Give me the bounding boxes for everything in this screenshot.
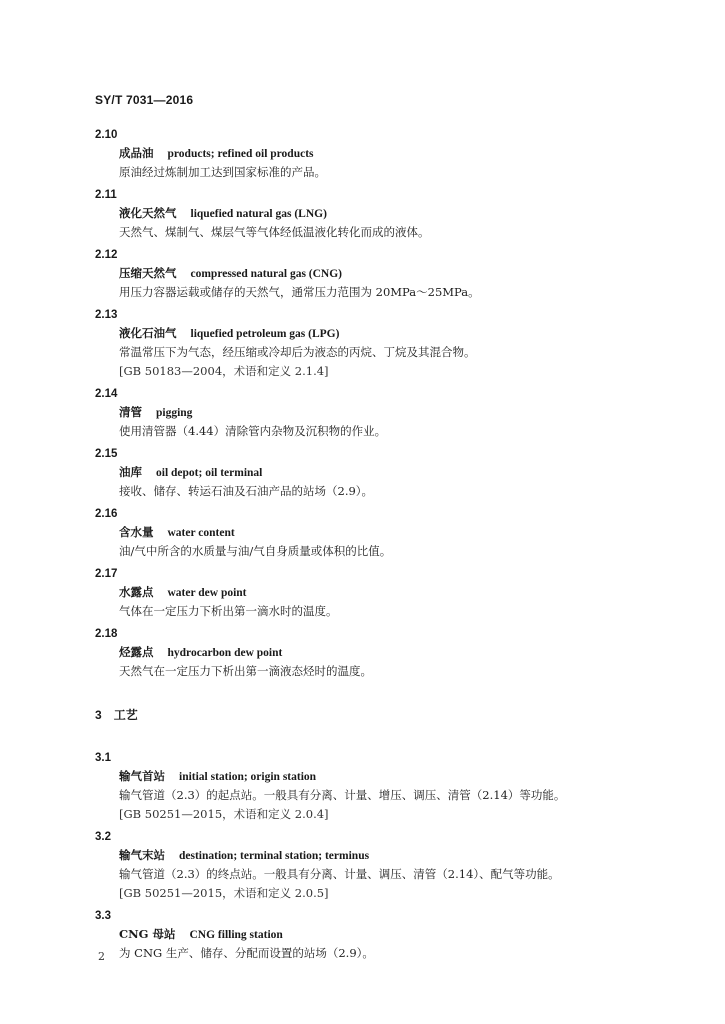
term-heading bbox=[95, 767, 635, 786]
term-en: initial station; origin station bbox=[179, 771, 317, 783]
entry-number: 2.10 bbox=[95, 129, 118, 141]
term-heading bbox=[95, 925, 635, 944]
term-source: [GB 50183—2004，术语和定义 2.1.4] bbox=[119, 364, 329, 378]
term-source: [GB 50251—2015，术语和定义 2.0.4] bbox=[119, 807, 329, 821]
entry-number: 2.12 bbox=[95, 249, 118, 261]
entry-number: 3.2 bbox=[95, 831, 111, 843]
term-en: water content bbox=[167, 527, 235, 539]
section-name: 工艺 bbox=[113, 708, 138, 722]
term-entry-2-12 bbox=[95, 246, 635, 302]
term-cn: 成品油 bbox=[119, 146, 154, 160]
term-definition: 输气管道（2.3）的起点站。一般具有分离、计量、增压、调压、清管（2.14）等功能。 bbox=[119, 788, 566, 802]
term-en: hydrocarbon dew point bbox=[167, 647, 283, 659]
term-heading bbox=[95, 403, 635, 422]
term-heading bbox=[95, 643, 635, 662]
term-definition: 用压力容器运载或储存的天然气，通常压力范围为 20MPa～25MPa。 bbox=[119, 285, 480, 299]
term-heading bbox=[95, 204, 635, 223]
term-heading bbox=[95, 583, 635, 602]
term-en: destination; terminal station; terminus bbox=[179, 850, 370, 862]
term-heading bbox=[95, 144, 635, 163]
term-definition: 油/气中所含的水质量与油/气自身质量或体积的比值。 bbox=[119, 544, 392, 558]
term-en: compressed natural gas (CNG) bbox=[190, 268, 343, 280]
term-en: liquefied petroleum gas (LPG) bbox=[190, 328, 340, 340]
term-en: CNG filling station bbox=[189, 929, 283, 941]
entry-number: 2.18 bbox=[95, 628, 118, 640]
term-cn: 液化石油气 bbox=[119, 326, 177, 340]
term-cn: 清管 bbox=[119, 405, 142, 419]
term-en: liquefied natural gas (LNG) bbox=[190, 208, 327, 220]
term-entry-2-14 bbox=[95, 385, 635, 441]
term-en: pigging bbox=[156, 407, 193, 419]
term-entry-3-2 bbox=[95, 828, 635, 903]
term-source: [GB 50251—2015，术语和定义 2.0.5] bbox=[119, 886, 329, 900]
term-definition: 天然气在一定压力下析出第一滴液态烃时的温度。 bbox=[119, 664, 372, 678]
term-cn: 油库 bbox=[119, 465, 142, 479]
entry-number: 2.11 bbox=[95, 189, 117, 201]
section-title bbox=[95, 705, 635, 725]
term-heading bbox=[95, 523, 635, 542]
term-definition: 使用清管器（4.44）清除管内杂物及沉积物的作业。 bbox=[119, 424, 387, 438]
term-entry-2-17 bbox=[95, 565, 635, 621]
entry-number: 2.15 bbox=[95, 448, 118, 460]
term-cn: 液化天然气 bbox=[119, 206, 177, 220]
document-code: SY/T 7031—2016 bbox=[95, 93, 194, 107]
term-en: water dew point bbox=[167, 587, 247, 599]
term-heading bbox=[95, 463, 635, 482]
term-definition: 接收、储存、转运石油及石油产品的站场（2.9）。 bbox=[119, 484, 374, 498]
term-entry-3-3 bbox=[95, 907, 635, 963]
term-entry-2-18 bbox=[95, 625, 635, 681]
entry-number: 2.14 bbox=[95, 388, 118, 400]
term-entry-2-11 bbox=[95, 186, 635, 242]
term-entry-2-13 bbox=[95, 306, 635, 381]
term-definition: 原油经过炼制加工达到国家标准的产品。 bbox=[119, 165, 326, 179]
entry-number: 3.3 bbox=[95, 910, 111, 922]
term-cn: 水露点 bbox=[119, 585, 154, 599]
term-entry-2-15 bbox=[95, 445, 635, 501]
term-cn: 烃露点 bbox=[119, 645, 154, 659]
term-en: oil depot; oil terminal bbox=[156, 467, 263, 479]
term-definition: 输气管道（2.3）的终点站。一般具有分离、计量、调压、清管（2.14）、配气等功能。 bbox=[119, 867, 560, 881]
term-heading bbox=[95, 324, 635, 343]
entry-number: 2.16 bbox=[95, 508, 118, 520]
term-entry-2-10 bbox=[95, 126, 635, 182]
section-number: 3 bbox=[95, 708, 102, 722]
term-entry-2-16 bbox=[95, 505, 635, 561]
term-cn: 输气末站 bbox=[119, 848, 165, 862]
term-heading bbox=[95, 846, 635, 865]
term-entry-3-1 bbox=[95, 749, 635, 824]
page-number: 2 bbox=[98, 950, 105, 963]
term-definition: 气体在一定压力下析出第一滴水时的温度。 bbox=[119, 604, 338, 618]
entry-number: 3.1 bbox=[95, 752, 111, 764]
terms-content bbox=[95, 126, 635, 967]
entry-number: 2.13 bbox=[95, 309, 118, 321]
term-definition: 为 CNG 生产、储存、分配而设置的站场（2.9）。 bbox=[119, 946, 374, 960]
term-definition: 常温常压下为气态，经压缩或冷却后为液态的丙烷、丁烷及其混合物。 bbox=[119, 345, 476, 359]
term-definition: 天然气、煤制气、煤层气等气体经低温液化转化而成的液体。 bbox=[119, 225, 430, 239]
term-cn: CNG 母站 bbox=[119, 927, 176, 941]
term-cn: 压缩天然气 bbox=[119, 266, 177, 280]
term-cn: 输气首站 bbox=[119, 769, 165, 783]
entry-number: 2.17 bbox=[95, 568, 118, 580]
term-heading bbox=[95, 264, 635, 283]
term-cn: 含水量 bbox=[119, 525, 154, 539]
term-en: products; refined oil products bbox=[167, 148, 314, 160]
